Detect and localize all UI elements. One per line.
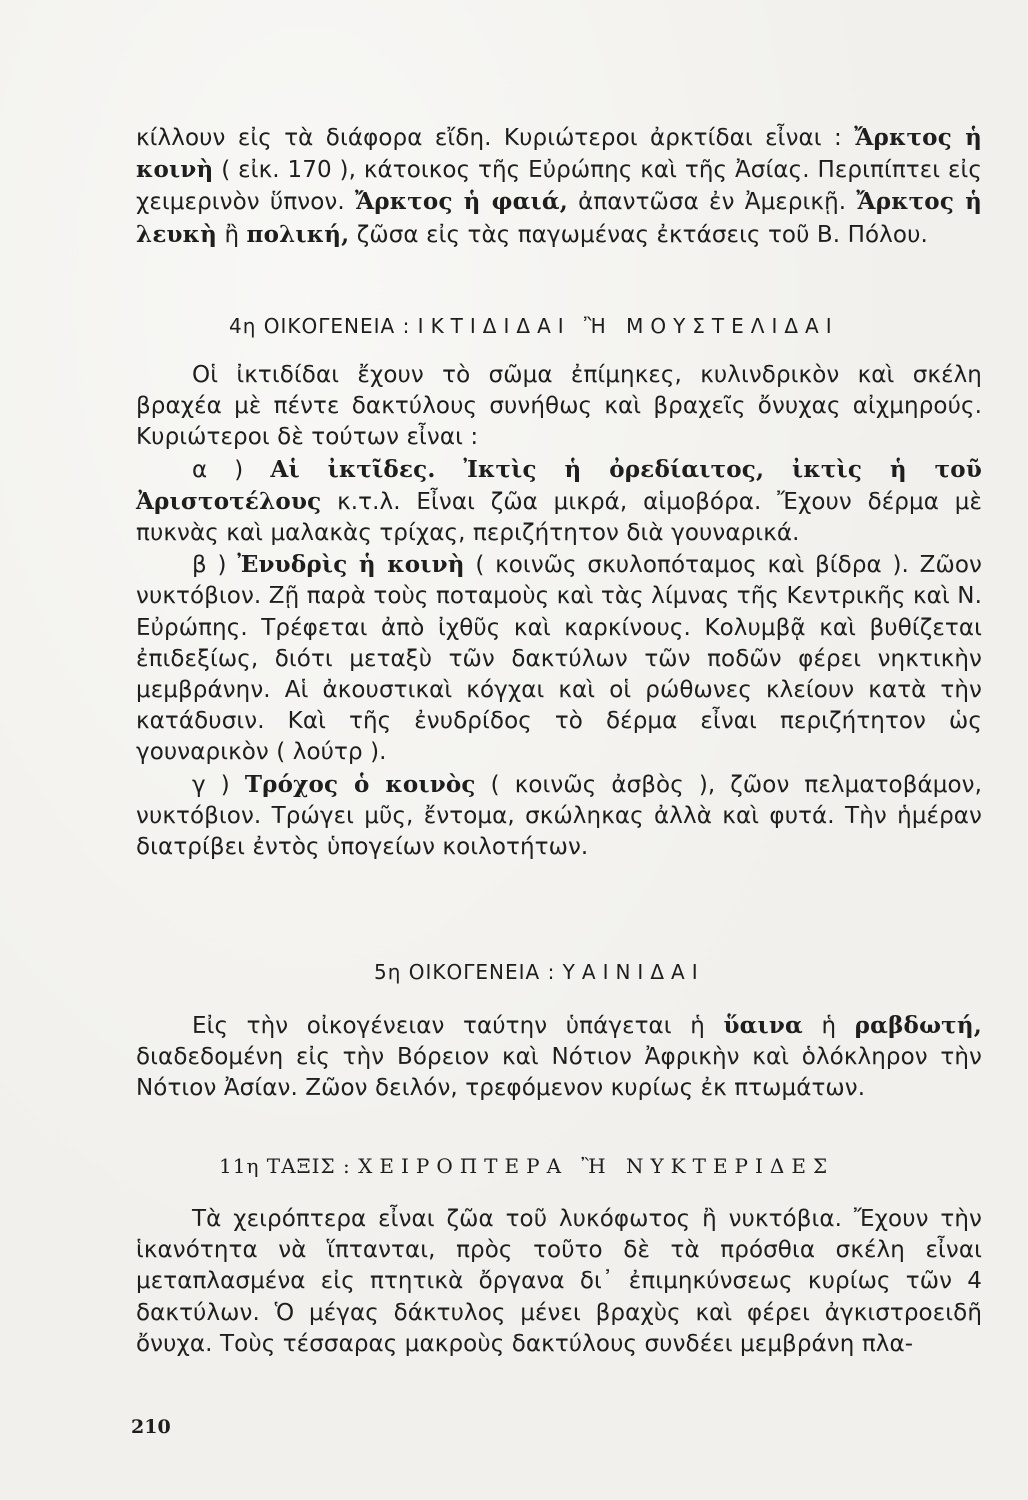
paragraph-bears bbox=[136, 122, 982, 251]
term-enydris: Ἐνυδρὶς ἡ κοινὴ bbox=[237, 551, 465, 579]
item-a: α ) Αἱ ἰκτῖδες. Ἰκτὶς ἡ ὀρεδίαιτος, ἰκτὶς ἡ τοῦ Ἀριστοτέλους κ.τ.λ. Εἶναι ζῶα μικρά, αἱμοβόρα. Ἔχουν δέρμα μὲ πυκνὰς καὶ μαλακὰς τρίχας, περιζήτητον διὰ γουναρικά. bbox=[136, 455, 982, 547]
item-c: γ ) Τρόχος ὁ κοινὸς ( κοινῶς ἀσβὸς ), ζῶον πελματοβάμον, νυκτόβιον. Τρώγει μῦς, ἔντομα, σκώληκας ἀλλὰ καὶ φυτά. Τὴν ἡμέραν διατρίβει ἐντὸς ὑπογείων κοιλοτήτων. bbox=[136, 770, 983, 861]
paragraph-chiroptera bbox=[136, 1204, 982, 1360]
term-arktos-koini: Ἄρκτος ἡ κοινὴ bbox=[136, 124, 982, 184]
section-heading-family-4 bbox=[229, 314, 839, 338]
item-b: β ) Ἐνυδρὶς ἡ κοινὴ ( κοινῶς σκυλοπόταμος καὶ βίδρα ). Ζῶον νυκτόβιον. Ζῇ παρὰ τοὺς ποταμοὺς καὶ τὰς λίμνας τῆς Κεντρικῆς καὶ Ν. Εὐρώπης. Τρέφεται ἀπὸ ἰχθῦς καὶ καρκίνους. Κολυμβᾷ καὶ βυθίζεται ἐπιδεξίως, διότι μεταξὺ τῶν δακτύλων τῶν ποδῶν φέρει νηκτικὴν μεμβράνην. Αἱ ἀκουστικαὶ κόγχαι καὶ οἱ ρώθωνες κλείουν κατὰ τὴν κατάδυσιν. Καὶ τῆς ἐνυδρίδος τὸ δέρμα εἶναι περιζήτητον ὡς γουναρικὸν ( λούτρ ). bbox=[136, 551, 982, 766]
heading-prefix: 5η ΟΙΚΟΓΕΝΕΙΑ : bbox=[374, 960, 563, 984]
section-heading-family-5 bbox=[374, 960, 705, 984]
heading-prefix: 4η ΟΙΚΟΓΕΝΕΙΑ : bbox=[229, 314, 418, 338]
term-arktos-faia: Ἄρκτος ἡ φαιά, bbox=[354, 188, 568, 216]
section-heading-order-11 bbox=[219, 1154, 834, 1178]
mustelids-intro: Οἱ ἰκτιδίδαι ἔχουν τὸ σῶμα ἐπίμηκες, κυλινδρικὸν καὶ σκέλη βραχέα μὲ πέντε δακτύλους συνήθως καὶ βραχεῖς ὄνυχας αἰχμηρούς. Κυριώτεροι δὲ τούτων εἶναι : bbox=[136, 362, 982, 451]
heading-name: ΙΚΤΙΔΙΔΑΙ Ἢ ΜΟΥΣΤΕΛΙΔΑΙ bbox=[417, 314, 839, 338]
chiroptera-text: Τὰ χειρόπτερα εἶναι ζῶα τοῦ λυκόφωτος ἢ νυκτόβια. Ἔχουν τὴν ἱκανότητα νὰ ἵπτανται, πρὸς τοῦτο δὲ τὰ πρόσθια σκέλη εἶναι μεταπλασμένα εἰς πτητικὰ ὄργανα δι᾿ ἐπιμηκύνσεως κυρίως τῶν 4 δακτύλων. Ὁ μέγας δάκτυλος μένει βραχὺς καὶ φέρει ἀγκιστροειδῆ ὄνυχα. Τοὺς τέσσαρας μακροὺς δακτύλους συνδέει μεμβράνη πλα- bbox=[136, 1206, 982, 1357]
term-iktides: Αἱ ἰκτῖδες. Ἰκτὶς ἡ ὀρεδίαιτος, ἰκτὶς ἡ τοῦ Ἀριστοτέλους bbox=[136, 455, 982, 515]
term-trochos: Τρόχος ὁ κοινὸς bbox=[244, 770, 476, 798]
term-yaina: ὕαινα bbox=[723, 1012, 803, 1039]
heading-name: ΧΕΙΡΟΠΤΕΡΑ Ἢ ΝΥΚΤΕΡΙΔΕΣ bbox=[358, 1154, 835, 1178]
term-ravdoti: ραβδωτή, bbox=[854, 1012, 982, 1039]
term-poliki: πολική, bbox=[246, 220, 350, 248]
bears-text: κίλλουν εἰς τὰ διάφορα εἴδη. Κυριώτεροι ἀρκτίδαι εἶναι : Ἄρκτος ἡ κοινὴ ( εἰκ. 170 ), κάτοικος τῆς Εὐρώπης καὶ τῆς Ἀσίας. Περιπίπτει εἰς χειμερινὸν ὕπνον. Ἄρκτος ἡ φαιά, ἀπαντῶσα ἐν Ἀμερικῇ. Ἄρκτος ἡ λευκὴ ἢ πολική, ζῶσα εἰς τὰς παγωμένας ἐκτάσεις τοῦ Β. Πόλου. bbox=[136, 124, 982, 248]
term-arktos-lefki: Ἄρκτος ἡ λευκὴ bbox=[136, 188, 982, 248]
heading-prefix: 11η ΤΑΞΙΣ : bbox=[219, 1154, 359, 1178]
page-number: 210 bbox=[131, 1416, 171, 1438]
heading-name: ΥΑΙΝΙΔΑΙ bbox=[562, 960, 705, 984]
paragraph-mustelids bbox=[136, 360, 982, 863]
paragraph-hyenas bbox=[136, 1010, 982, 1105]
hyenas-text: Εἰς τὴν οἰκογένειαν ταύτην ὑπάγεται ἡ ὕαινα ἡ ραβδωτή, διαδεδομένη εἰς τὴν Βόρειον καὶ Νότιον Ἀφρικὴν καὶ ὁλόκληρον τὴν Νότιον Ἀσίαν. Ζῶον δειλόν, τρεφόμενον κυρίως ἐκ πτωμάτων. bbox=[136, 1012, 982, 1102]
